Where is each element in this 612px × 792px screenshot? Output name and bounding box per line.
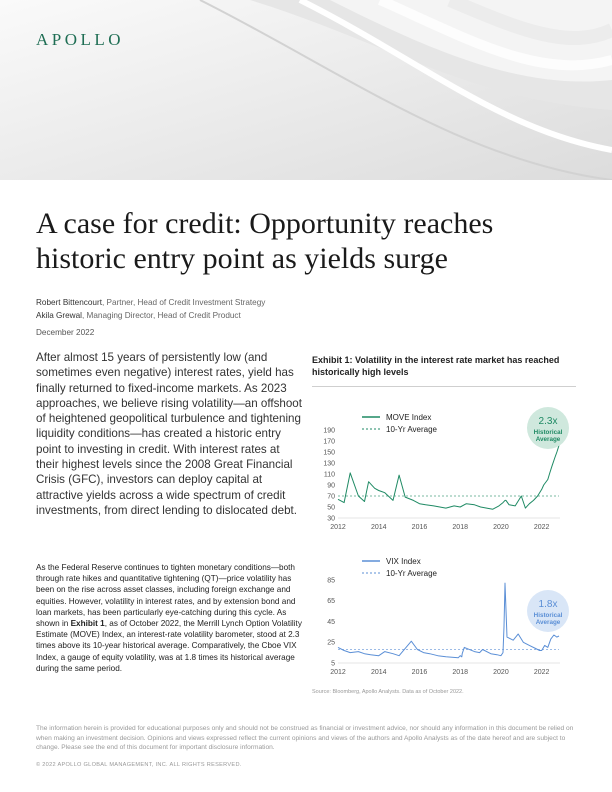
annotation-value: 2.3x (538, 416, 558, 427)
author-line (36, 297, 265, 310)
author-name: Akila Grewal (36, 310, 82, 320)
author-role: , Partner, Head of Credit Investment Strategy (102, 298, 266, 307)
move-index-line (338, 445, 559, 509)
x-tick-label: 2012 (330, 669, 346, 676)
exhibit-reference: Exhibit 1 (70, 619, 105, 629)
x-tick-label: 2016 (411, 524, 428, 531)
body-text: As the Federal Reserve continues to tighten monetary conditions—both through rate hikes and quantitative tightening (QT)—price volatility has been on the rise across asset classes, including foreign exchange and equities. However, volatility in interest rates, and by extension bond and loan markets, has been particularly eye-catching during this cycle. As shown in (36, 563, 296, 629)
y-tick-label: 70 (327, 493, 335, 501)
publish-date: December 2022 (36, 328, 95, 337)
author-role: , Managing Director, Head of Credit Product (81, 310, 241, 320)
annotation-label: Historical (533, 429, 563, 436)
annotation-value: 1.8x (538, 599, 558, 610)
exhibit-title: Exhibit 1: Volatility in the interest rate market has reached historically high levels (312, 355, 560, 377)
author-line (36, 310, 265, 323)
y-tick-label: 170 (323, 438, 335, 446)
legend-label: VIX Index (386, 557, 421, 566)
body-text: , as of October 2022, the Merrill Lynch Option Volatility Estimate (MOVE) Index, an interest-rate volatility barometer, stood at 2.3 times above its 10-year historical average. Comparatively, the Cboe VIX Index, a gauge of equity volatility, was at 1.8 times its historical average during the same period. (36, 619, 302, 673)
x-tick-label: 2018 (452, 524, 468, 531)
wave-graphic (0, 0, 612, 180)
page-title: A case for credit: Opportunity reaches historic entry point as yields surge (36, 207, 494, 275)
y-tick-label: 25 (327, 639, 335, 647)
y-tick-label: 90 (327, 482, 335, 490)
y-tick-label: 65 (327, 598, 335, 606)
copyright-footer: © 2022 APOLLO GLOBAL MANAGEMENT, INC. ALL RIGHTS RESERVED. (36, 762, 242, 768)
annotation-label: Historical (533, 612, 563, 619)
y-tick-label: 50 (327, 504, 335, 512)
move-index-chart (312, 398, 576, 548)
brand-logo[interactable]: APOLLO (36, 30, 125, 49)
y-tick-label: 190 (323, 427, 335, 435)
x-tick-label: 2014 (370, 669, 387, 676)
vix-index-chart (312, 550, 576, 690)
y-tick-label: 45 (327, 618, 335, 626)
annotation-label: Average (535, 436, 561, 443)
lead-paragraph: After almost 15 years of persistently low (and sometimes even negative) interest rates, yield has finally returned to fixed-income markets. As 2023 approaches, we believe rising volatility—an offshoot of heightened geopolitical turbulence and tightening liquidity conditions—has created a historic entry point to investing in credit. With interest rates at their highest levels since the 2008 Great Financial Crisis (GFC), investors can deploy capital at attractive yields across a wide spectrum of credit investments, from direct lending to dislocated debt. (36, 351, 302, 517)
y-tick-label: 130 (323, 460, 335, 468)
legend-label: 10-Yr Average (386, 569, 437, 578)
exhibit-divider (312, 386, 576, 387)
hero-banner (0, 0, 612, 180)
x-tick-label: 2014 (370, 524, 387, 531)
body-paragraph (36, 562, 306, 674)
y-tick-label: 85 (327, 577, 335, 585)
x-tick-label: 2022 (533, 669, 550, 676)
author-list (36, 297, 265, 322)
x-tick-label: 2018 (452, 669, 468, 676)
annotation-label: Average (535, 619, 561, 626)
y-tick-label: 30 (327, 515, 335, 523)
legend-label: 10-Yr Average (386, 425, 437, 434)
vix-index-line (338, 583, 559, 658)
y-tick-label: 5 (331, 660, 335, 668)
y-tick-label: 150 (323, 449, 335, 457)
disclaimer: The information herein is provided for educational purposes only and should not be construed as financial or investment advice, nor should any information in this document be relied on when making an investment decision. Opinions and views expressed reflect the current opinions and views of the authors and Apollo Analysts as of the date hereof and are subject to change. Please see the end of this document for important disclosure information. (36, 725, 574, 751)
x-tick-label: 2012 (330, 524, 346, 531)
x-tick-label: 2022 (533, 524, 550, 531)
x-tick-label: 2020 (493, 524, 509, 531)
y-tick-label: 110 (323, 471, 335, 479)
x-tick-label: 2016 (411, 669, 428, 676)
x-tick-label: 2020 (493, 669, 509, 676)
chart-source: Source: Bloomberg, Apollo Analysts. Data as of October 2022. (312, 689, 464, 695)
legend-label: MOVE Index (386, 413, 432, 422)
author-name: Robert Bittencourt (36, 298, 102, 307)
